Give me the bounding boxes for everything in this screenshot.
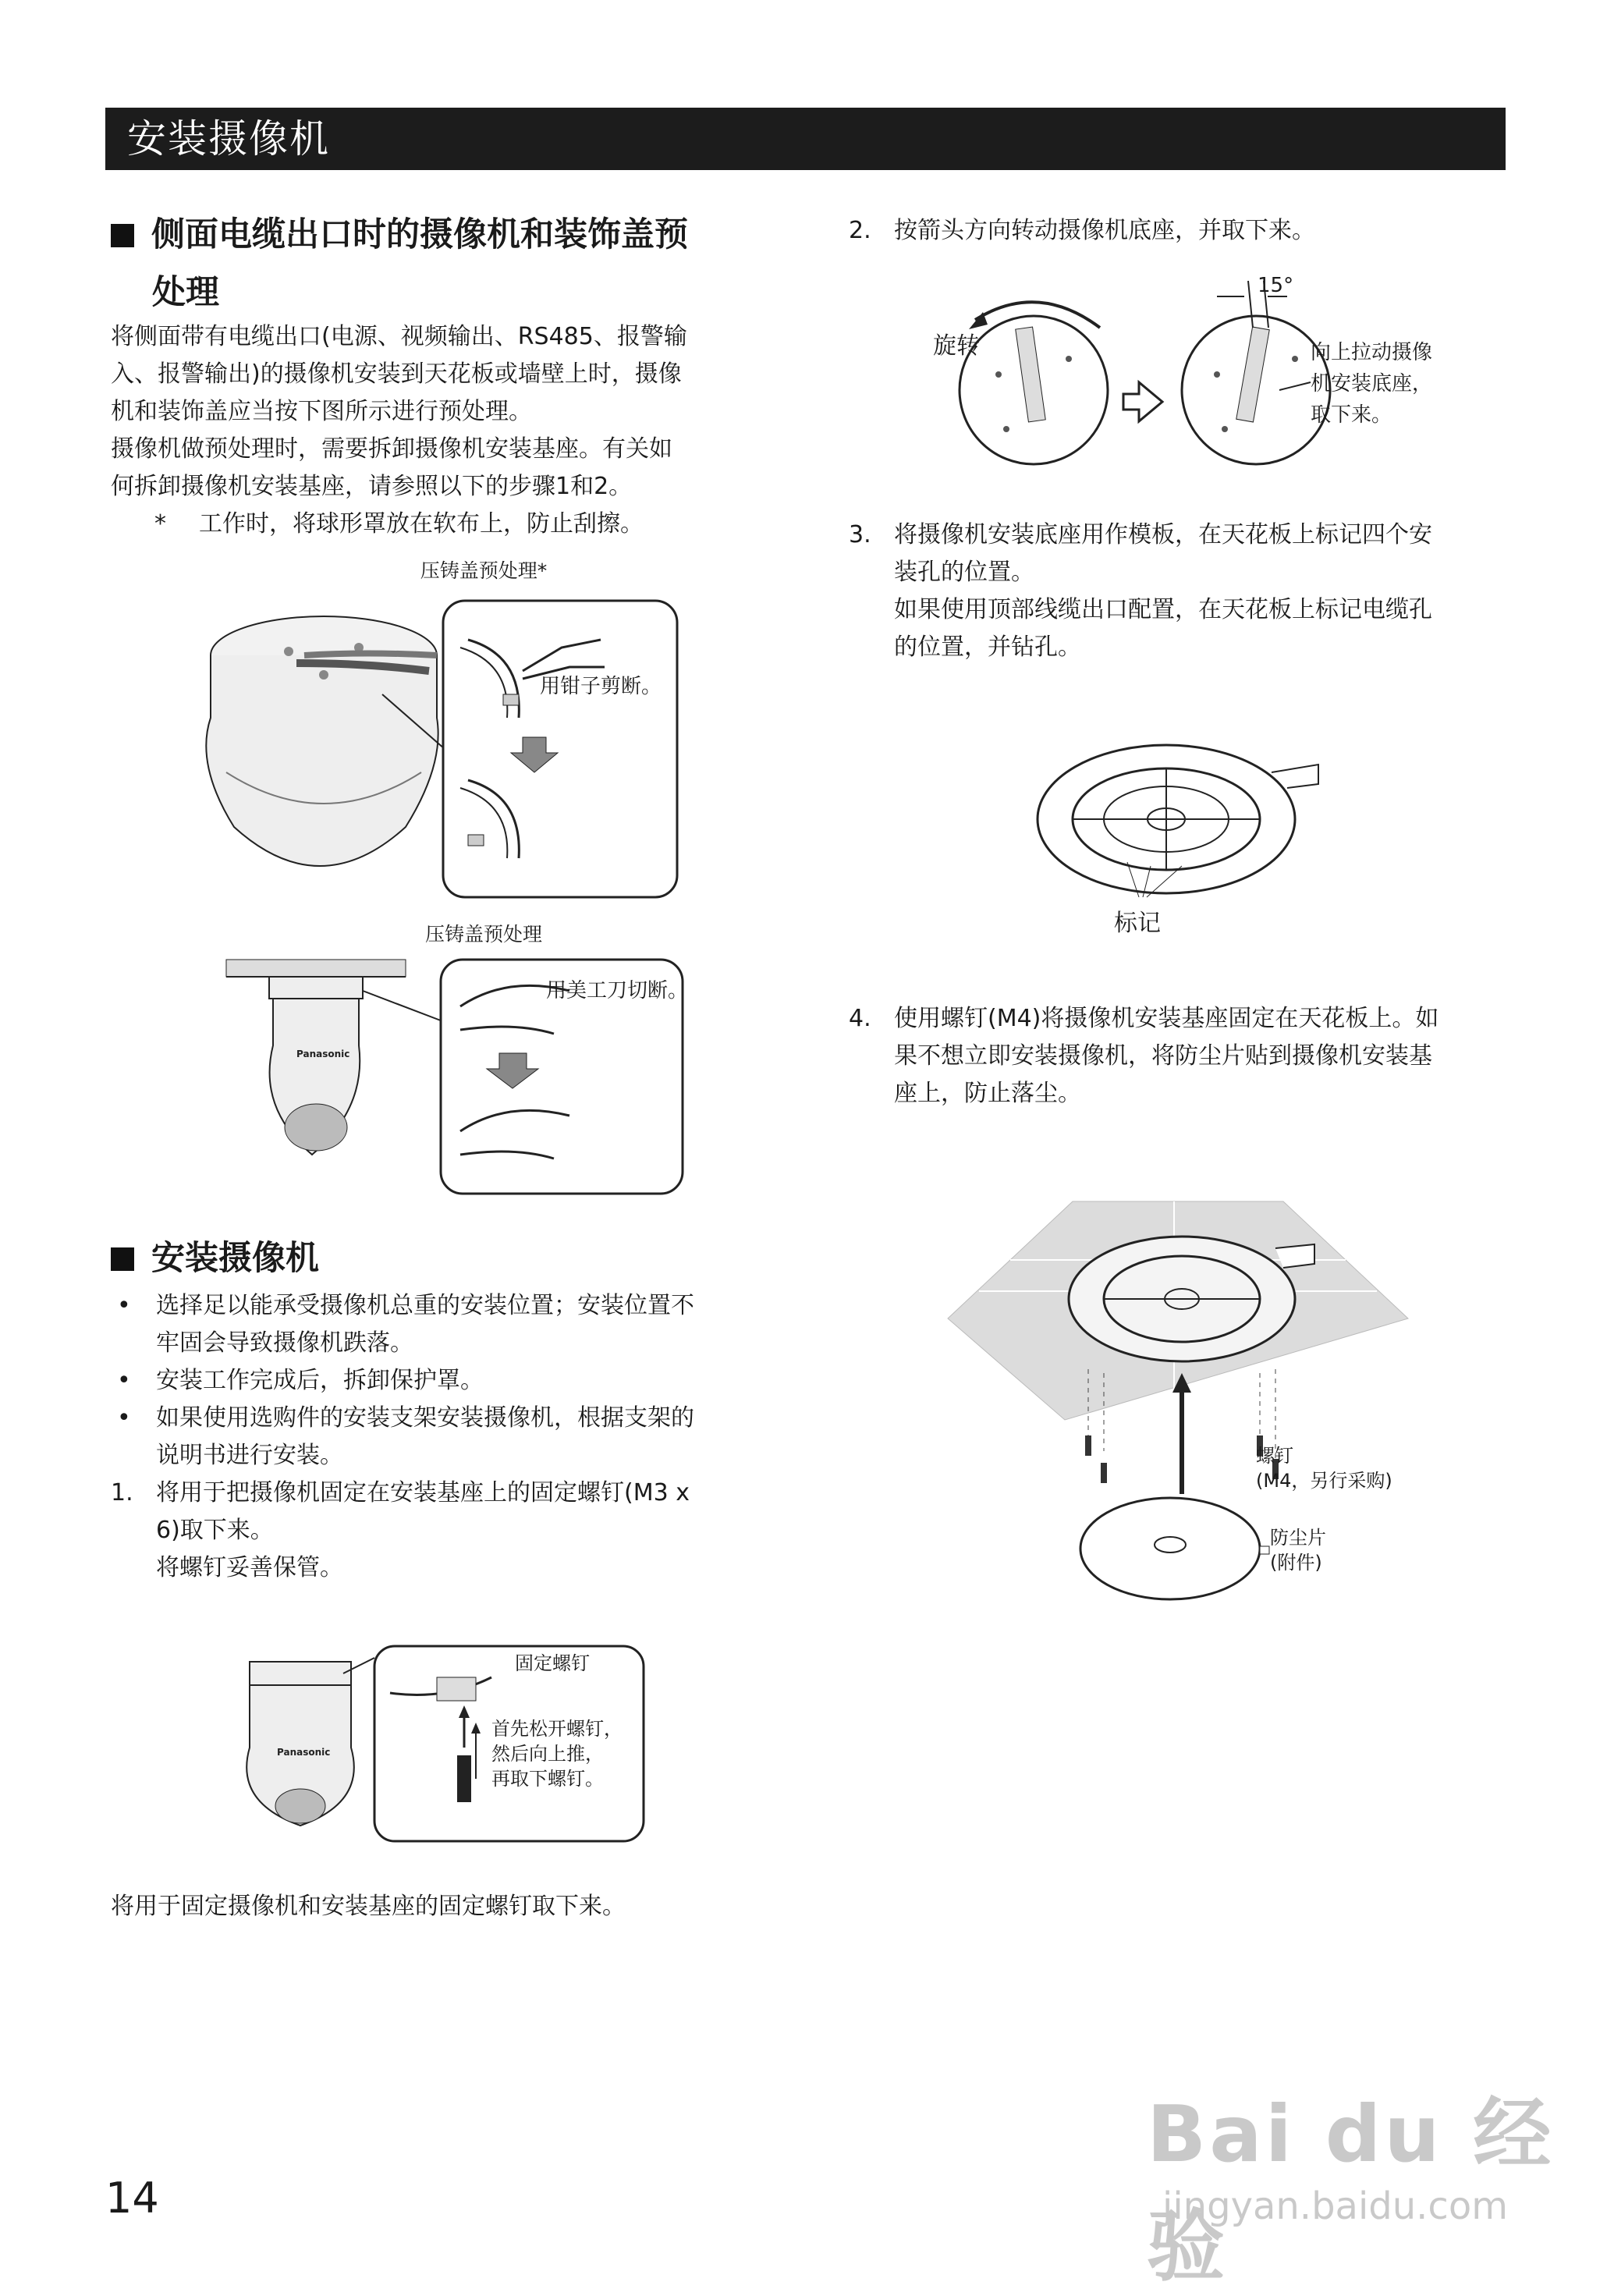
text-line: 入、报警输出)的摄像机安装到天花板或墙壁上时，摄像 [111, 360, 682, 388]
text-line: 的位置，并钻孔。 [894, 633, 1081, 661]
text-line: 螺钉 [1256, 1445, 1293, 1467]
text-line: 选择足以能承受摄像机总重的安装位置；安装位置不 [156, 1292, 694, 1319]
step-2-text: 按箭头方向转动摄像机底座，并取下来。 [894, 217, 1315, 244]
text-line: 机安装底座， [1311, 372, 1433, 396]
watermark-url: jingyan.baidu.com [1162, 2184, 1508, 2228]
text-line: 装孔的位置。 [894, 559, 1034, 586]
figure5-mount-base-diagram [1038, 741, 1334, 921]
text-line: 6)取下来。 [156, 1517, 274, 1544]
text-line: 向上拉动摄像 [1311, 341, 1433, 364]
list-item [111, 1362, 782, 1400]
text-line: 座上，防止落尘。 [894, 1080, 1081, 1107]
figure4-angle-label: 15° [1258, 274, 1294, 297]
section-heading-line2: 处理 [152, 273, 219, 312]
step-number: 1. [111, 1479, 133, 1506]
figure2-label: 用美工刀切断。 [546, 979, 689, 1003]
text-line: 将用于把摄像机固定在安装基座上的固定螺钉(M3 x [156, 1479, 690, 1506]
section-heading-text: 安装摄像机 [151, 1239, 319, 1278]
step-2-number: 2. [849, 217, 871, 244]
text-line: 机和装饰盖应当按下图所示进行预处理。 [111, 398, 532, 425]
text-line: 摄像机做预处理时，需要拆卸摄像机安装基座。有关如 [111, 435, 672, 463]
text-line: 使用螺钉(M4)将摄像机安装基座固定在天花板上。如 [894, 1005, 1439, 1032]
page-number: 14 [105, 2174, 159, 2223]
text-line: 防尘片 [1270, 1527, 1326, 1549]
figure6-screw-label [1256, 1443, 1392, 1493]
text-line: 如果使用顶部线缆出口配置，在天花板上标记电缆孔 [894, 596, 1432, 623]
figure2-caption: 压铸盖预处理 [424, 923, 542, 946]
bullet-dot: • [117, 1292, 131, 1319]
text-line: 将螺钉妥善保管。 [156, 1554, 343, 1581]
square-bullet-icon [111, 1247, 134, 1271]
figure3-label-steps [491, 1716, 623, 1791]
section-heading-preprocess [111, 209, 688, 261]
text-line: 取下来。 [1311, 403, 1392, 427]
text-line: (M4，另行采购) [1256, 1470, 1392, 1492]
figure4-instruction [1311, 337, 1432, 431]
note-mark: * [154, 510, 166, 538]
bullet-dot: • [117, 1404, 131, 1432]
text-line: 将侧面带有电缆出口(电源、视频输出、RS485、报警输 [111, 323, 687, 350]
step-1 [111, 1474, 782, 1587]
step-3-text [894, 516, 1518, 666]
text-line: 如果使用选购件的安装支架安装摄像机，根据支架的 [156, 1404, 694, 1432]
text-line: 然后向上推， [491, 1743, 604, 1765]
note-text: 工作时，将球形罩放在软布上，防止刮擦。 [199, 510, 644, 538]
text-line: 将摄像机安装底座用作模板，在天花板上标记四个安 [894, 521, 1432, 548]
figure1-camera-diagram [211, 593, 694, 921]
figure5-label: 标记 [1114, 910, 1161, 937]
figure4-rotate-label: 旋转 [933, 332, 980, 360]
square-bullet-icon [111, 224, 134, 247]
text-line: (附件) [1270, 1552, 1322, 1574]
step-4-text [894, 1000, 1518, 1113]
text-line: 再取下螺钉。 [491, 1768, 604, 1790]
page-title: 安装摄像机 [105, 108, 1506, 170]
text-line: 首先松开螺钉， [491, 1718, 623, 1740]
footer-note: 将用于固定摄像机和安装基座的固定螺钉取下来。 [111, 1893, 626, 1920]
text-line: 牢固会导致摄像机跌落。 [156, 1329, 413, 1357]
brand-logo: Panasonic [296, 1049, 350, 1059]
text-line: 何拆卸摄像机安装基座，请参照以下的步骤1和2。 [111, 473, 633, 500]
section-heading-line1: 侧面电缆出口时的摄像机和装饰盖预 [151, 215, 688, 254]
step-3-number: 3. [849, 521, 871, 548]
figure6-dust-label [1270, 1525, 1326, 1575]
watermark-logo: Bai du 经验 [1147, 2088, 1555, 2292]
step-4-number: 4. [849, 1005, 871, 1032]
list-item [111, 1287, 782, 1362]
intro-paragraph [111, 318, 782, 506]
figure1-label: 用钳子剪断。 [540, 675, 662, 698]
text-line: 说明书进行安装。 [156, 1442, 343, 1469]
section-heading-install [111, 1233, 319, 1284]
bullet-dot: • [117, 1367, 131, 1394]
figure3-label-screw: 固定螺钉 [515, 1652, 590, 1674]
text-line: 安装工作完成后，拆卸保护罩。 [156, 1367, 484, 1394]
figure1-caption: 压铸盖预处理* [420, 559, 548, 582]
figure6-ceiling-mount-diagram [948, 1201, 1416, 1607]
text-line: 果不想立即安装摄像机，将防尘片贴到摄像机安装基 [894, 1042, 1432, 1070]
brand-logo: Panasonic [277, 1747, 331, 1758]
bullet-list [111, 1287, 782, 1587]
list-item [111, 1400, 782, 1474]
